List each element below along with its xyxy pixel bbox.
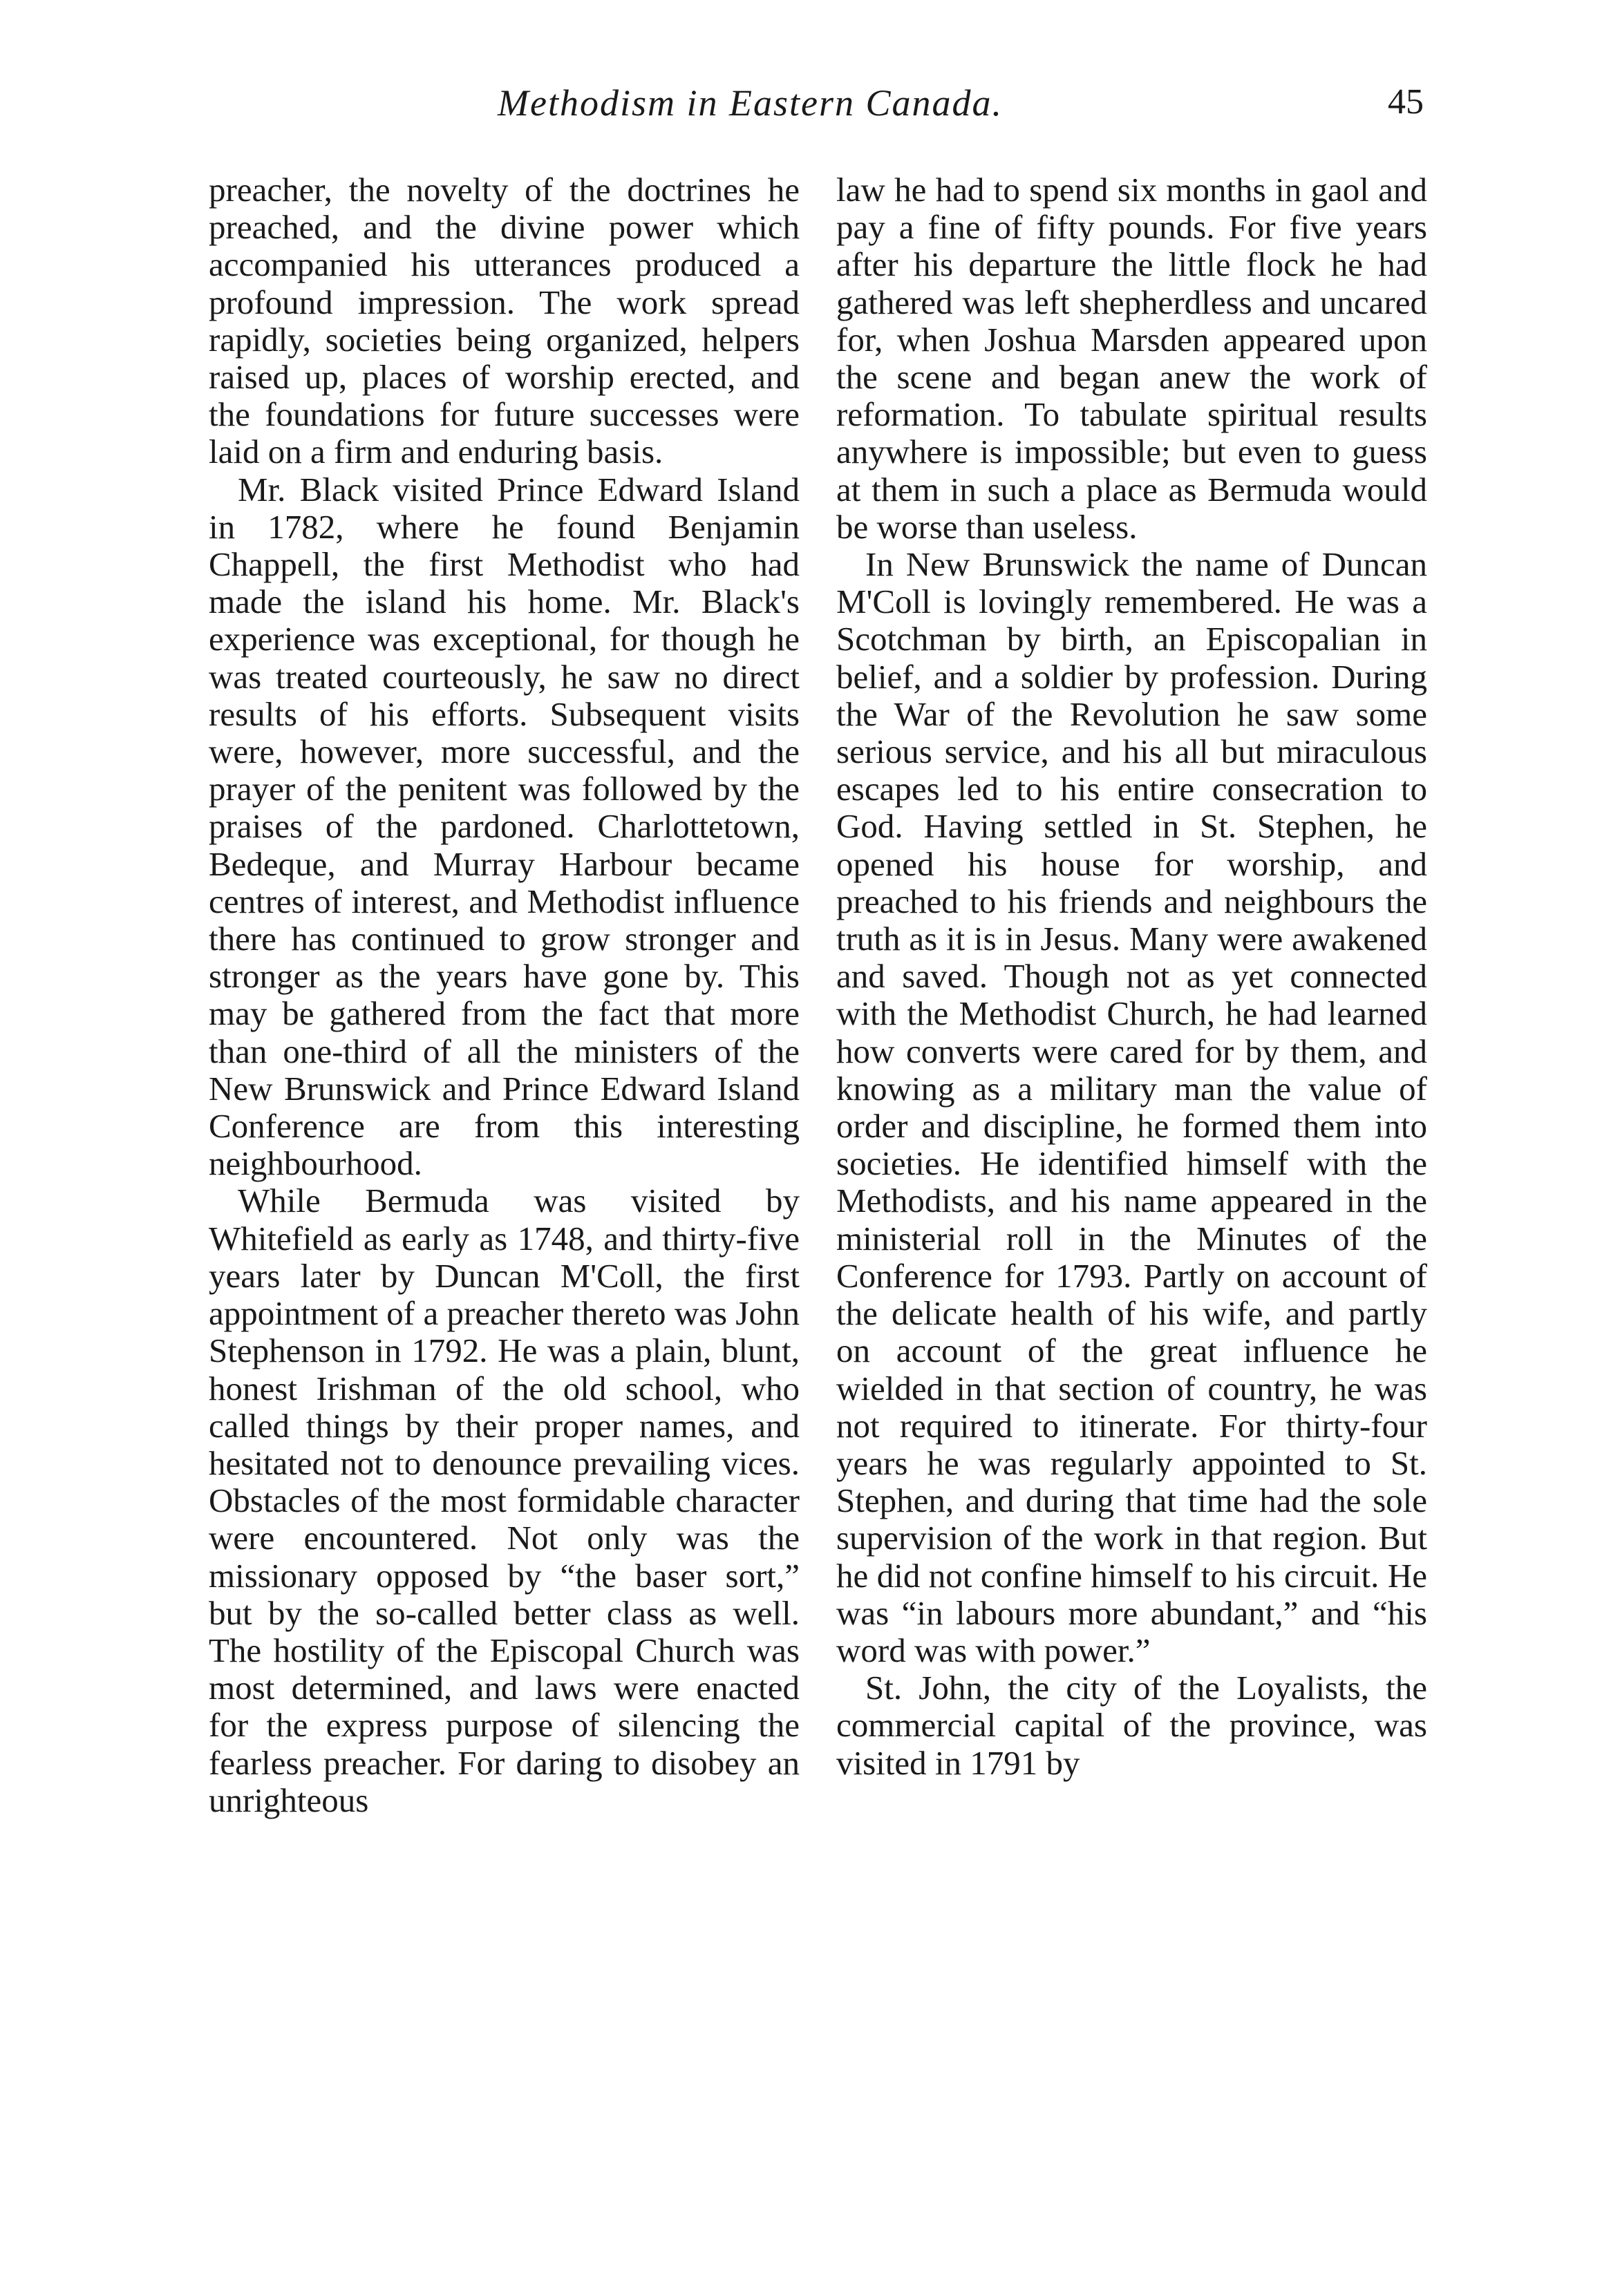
left-column: [209, 171, 800, 1819]
running-head: [207, 82, 1424, 137]
running-title: Methodism in Eastern Canada.: [498, 82, 1003, 124]
paragraph: Mr. Black visited Prince Edward Island in 1782, where he found Benjamin Chappell, the first Methodist who had made the island his home. Mr. Black's experience was exceptional, for though he was treated courteously, he saw no direct results of his efforts. Subsequent visits were, however, more successful, and the prayer of the penitent was followed by the praises of the pardoned. Charlottetown, Bedeque, and Murray Harbour became centres of interest, and Methodist influence there has continued to grow stronger and stronger as the years have gone by. This may be gathered from the fact that more than one-third of all the ministers of the New Brunswick and Prince Edward Island Conference are from this interesting neighbourhood.: [209, 470, 800, 1183]
paragraph: St. John, the city of the Loyalists, the commercial capital of the province, was visited in 1791 by: [836, 1669, 1427, 1782]
paragraph: In New Brunswick the name of Duncan M'Coll is lovingly remembered. He was a Scotchman by birth, an Episcopalian in belief, and a soldier by profession. During the War of the Revolution he saw some serious service, and his all but miraculous escapes led to his entire consecration to God. Having settled in St. Stephen, he opened his house for worship, and preached to his friends and neighbours the truth as it is in Jesus. Many were awakened and saved. Though not as yet connected with the Methodist Church, he had learned how converts were cared for by them, and knowing as a military man the value of order and discipline, he formed them into societies. He identified himself with the Methodists, and his name appeared in the ministerial roll in the Minutes of the Conference for 1793. Partly on account of the delicate health of his wife, and partly on account of the great influence he wielded in that section of country, he was not required to itinerate. For thirty-four years he was regularly appointed to St. Stephen, and during that time had the sole supervision of the work in that region. But he did not confine himself to his circuit. He was “in labours more abundant,” and “his word was with power.”: [836, 545, 1427, 1669]
paragraph: While Bermuda was visited by Whitefield as early as 1748, and thirty-five years later by Duncan M'Coll, the first appointment of a preacher thereto was John Stephenson in 1792. He was a plain, blunt, honest Irishman of the old school, who called things by their proper names, and hesitated not to denounce prevailing vices. Obstacles of the most formidable character were encountered. Not only was the missionary opposed by “the baser sort,” but by the so-called better class as well. The hostility of the Episcopal Church was most determined, and laws were enacted for the express purpose of silencing the fearless preacher. For daring to disobey an unrighteous: [209, 1182, 800, 1819]
paragraph: law he had to spend six months in gaol and pay a fine of fifty pounds. For five years after his departure the little flock he had gathered was left shepherdless and uncared for, when Joshua Marsden appeared upon the scene and began anew the work of reformation. To tabulate spiritual results anywhere is impossible; but even to guess at them in such a place as Bermuda would be worse than useless.: [836, 171, 1427, 546]
right-column: [836, 171, 1427, 1782]
page-number: 45: [1388, 82, 1424, 122]
paragraph: preacher, the novelty of the doctrines he preached, and the divine power which accompanied his utterances produced a profound impression. The work spread rapidly, societies being organized, helpers raised up, places of worship erected, and the foundations for future successes were laid on a firm and enduring basis.: [209, 171, 800, 471]
